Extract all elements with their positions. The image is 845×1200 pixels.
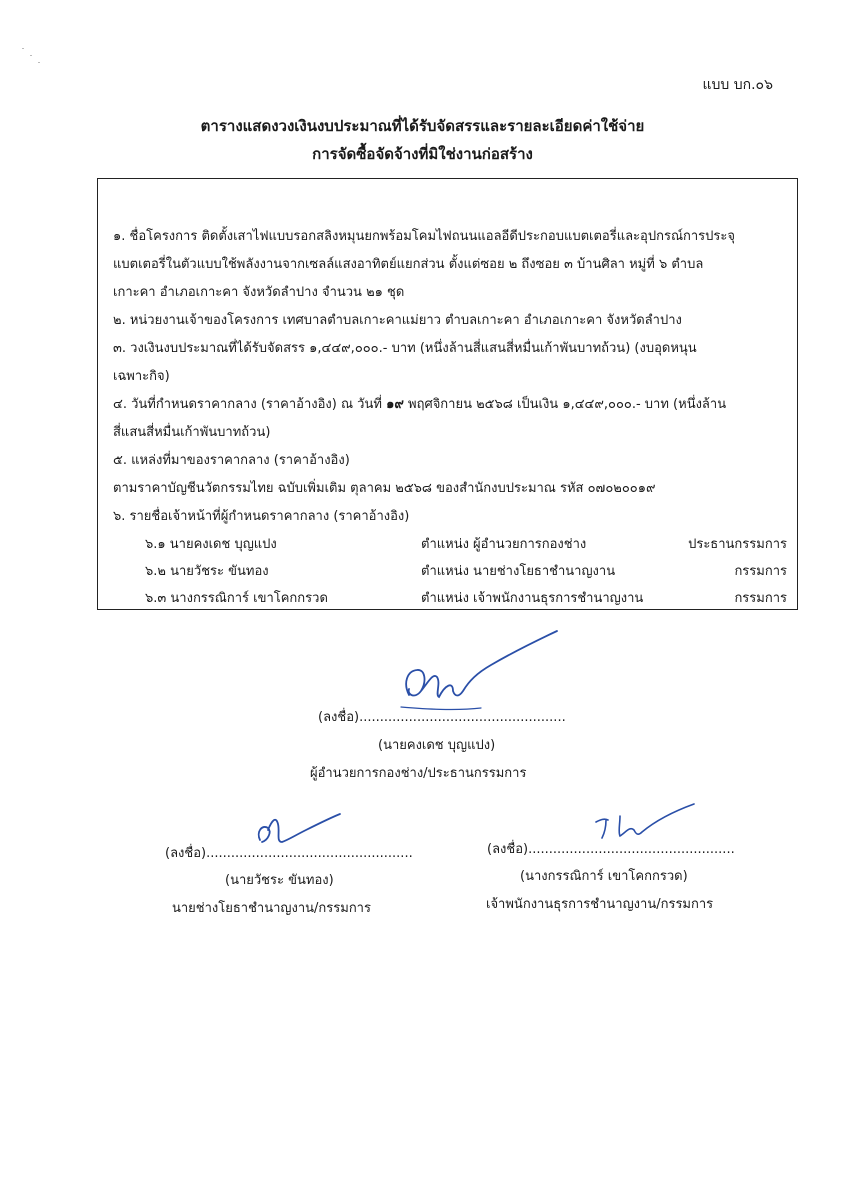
committee-heading: ๖. รายชื่อเจ้าหน้าที่ผู้กำหนดราคากลาง (ราคาอ้างอิง) <box>113 509 410 524</box>
price-date-suffix: พฤศจิกายน ๒๕๖๘ เป็นเงิน ๑,๔๔๙,๐๐๐.- บาท (หนึ่งล้าน <box>408 397 727 412</box>
price-date-day: ๑๙ <box>386 397 404 412</box>
chair-signature <box>395 625 565 715</box>
member2-name: (นางกรรณิการ์ เขาโคกกรวด) <box>520 869 688 884</box>
price-date-line-2: สี่แสนสี่หมื่นเก้าพันบาทถ้วน) <box>113 425 271 440</box>
committee-member-position: ตำแหน่ง นายช่างโยธาชำนาญงาน <box>421 564 616 579</box>
committee-member-role: กรรมการ <box>734 591 787 606</box>
member1-name: (นายวัชระ ขันทอง) <box>225 873 334 888</box>
chair-name: (นายคงเดช บุญแปง) <box>378 738 496 753</box>
budget-line-1: ๓. วงเงินงบประมาณที่ได้รับจัดสรร ๑,๔๔๙,๐๐๐.- บาท (หนึ่งล้านสี่แสนสี่หมื่นเก้าพันบาทถ้วน) (งบอุดหนุน <box>113 341 697 356</box>
member2-sign-line: (ลงชื่อ).................................................. <box>487 842 735 857</box>
price-source-detail: ตามราคาบัญชีนวัตกรรมไทย ฉบับเพิ่มเติม ตุลาคม ๒๕๖๘ ของสำนักงบประมาณ รหัส ๐๗๐๒๐๐๑๙ <box>113 481 656 496</box>
member2-title: เจ้าพนักงานธุรการชำนาญงาน/กรรมการ <box>486 897 714 912</box>
form-code: แบบ บก.๐๖ <box>702 77 773 93</box>
budget-line-2: เฉพาะกิจ) <box>113 369 170 384</box>
price-source-heading: ๕. แหล่งที่มาของราคากลาง (ราคาอ้างอิง) <box>113 453 350 468</box>
price-date-prefix: ๔. วันที่กำหนดราคากลาง (ราคาอ้างอิง) ณ วันที่ <box>113 397 382 412</box>
project-name-line-3: เกาะคา อำเภอเกาะคา จังหวัดลำปาง จำนวน ๒๑ ชุด <box>113 285 405 300</box>
committee-member-position: ตำแหน่ง เจ้าพนักงานธุรการชำนาญงาน <box>421 591 644 606</box>
document-subtitle: การจัดซื้อจัดจ้างที่มิใช่งานก่อสร้าง <box>312 145 533 163</box>
committee-member-name: ๖.๑ นายคงเดช บุญแปง <box>145 537 277 552</box>
committee-member-role: กรรมการ <box>734 564 787 579</box>
committee-member-name: ๖.๒ นายวัชระ ขันทอง <box>145 564 269 579</box>
scan-speck <box>30 55 32 56</box>
member1-sign-line: (ลงชื่อ).................................................. <box>165 846 413 861</box>
scan-speck <box>22 48 24 49</box>
project-name-line-2: แบตเตอรี่ในตัวแบบใช้พลังงานจากเซลล์แสงอาทิตย์แยกส่วน ตั้งแต่ซอย ๒ ถึงซอย ๓ บ้านศิลา หมู่ที่ ๖ ตำบล <box>113 257 704 272</box>
chair-sign-line: (ลงชื่อ).................................................. <box>318 710 566 725</box>
committee-member-role: ประธานกรรมการ <box>688 537 787 552</box>
committee-member-name: ๖.๓ นางกรรณิการ์ เขาโคกกรวด <box>145 591 328 606</box>
document-title: ตารางแสดงวงเงินงบประมาณที่ได้รับจัดสรรและรายละเอียดค่าใช้จ่าย <box>200 117 645 135</box>
agency-line: ๒. หน่วยงานเจ้าของโครงการ เทศบาลตำบลเกาะคาแม่ยาว ตำบลเกาะคา อำเภอเกาะคา จังหวัดลำปาง <box>113 313 682 328</box>
scan-speck <box>38 62 40 63</box>
chair-title: ผู้อำนวยการกองช่าง/ประธานกรรมการ <box>310 766 527 781</box>
project-name-line-1: ๑. ชื่อโครงการ ติดตั้งเสาไฟแบบรอกสลิงหมุนยกพร้อมโคมไฟถนนแอลอีดีประกอบแบตเตอรี่และอุปกรณ์การประจุ <box>113 229 735 244</box>
committee-member-position: ตำแหน่ง ผู้อำนวยการกองช่าง <box>421 537 587 552</box>
member1-title: นายช่างโยธาชำนาญงาน/กรรมการ <box>172 901 371 916</box>
price-date-line-1 <box>113 393 726 414</box>
